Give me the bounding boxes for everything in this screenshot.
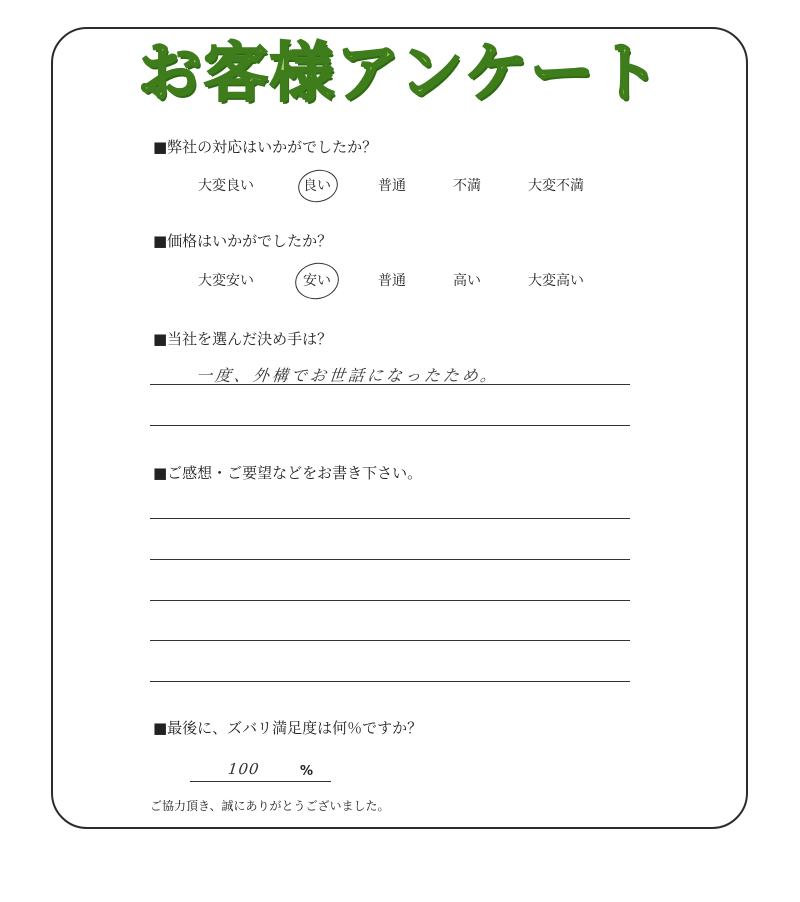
question-comments: ■ご感想・ご要望などをお書き下さい。 [153,464,423,482]
footer-thanks: ご協力頂き、誠にありがとうございました。 [150,799,390,813]
survey-title: お客様アンケート [137,37,663,111]
option-service-good[interactable]: 良い [303,178,331,194]
option-price-expensive[interactable]: 高い [453,273,481,289]
answer-line [150,640,630,641]
option-service-dissatisfied[interactable]: 不満 [453,178,481,194]
handwritten-satisfaction-value[interactable]: 100 [227,760,261,778]
question-price: ■価格はいかがでしたか？ [153,232,333,250]
option-service-normal[interactable]: 普通 [378,178,406,194]
answer-line [150,384,630,385]
question-reason: ■当社を選んだ決め手は？ [153,330,333,348]
option-service-very-dissatisfied[interactable]: 大変不満 [528,178,584,194]
option-service-very-good[interactable]: 大変良い [198,178,254,194]
question-satisfaction: ■最後に、ズバリ満足度は何％ですか？ [153,719,423,737]
question-service: ■弊社の対応はいかがでしたか？ [153,138,378,156]
answer-line [150,518,630,519]
option-price-very-cheap[interactable]: 大変安い [198,273,254,289]
answer-line [150,681,630,682]
answer-line [150,600,630,601]
answer-line [150,425,630,426]
option-price-normal[interactable]: 普通 [378,273,406,289]
satisfaction-line [190,781,331,782]
handwritten-reason-answer[interactable]: 一度、外構でお世話になったため。 [194,366,501,385]
option-price-very-expensive[interactable]: 大変高い [528,273,584,289]
option-price-cheap[interactable]: 安い [303,273,331,289]
percent-unit: % [300,764,314,779]
answer-line [150,559,630,560]
